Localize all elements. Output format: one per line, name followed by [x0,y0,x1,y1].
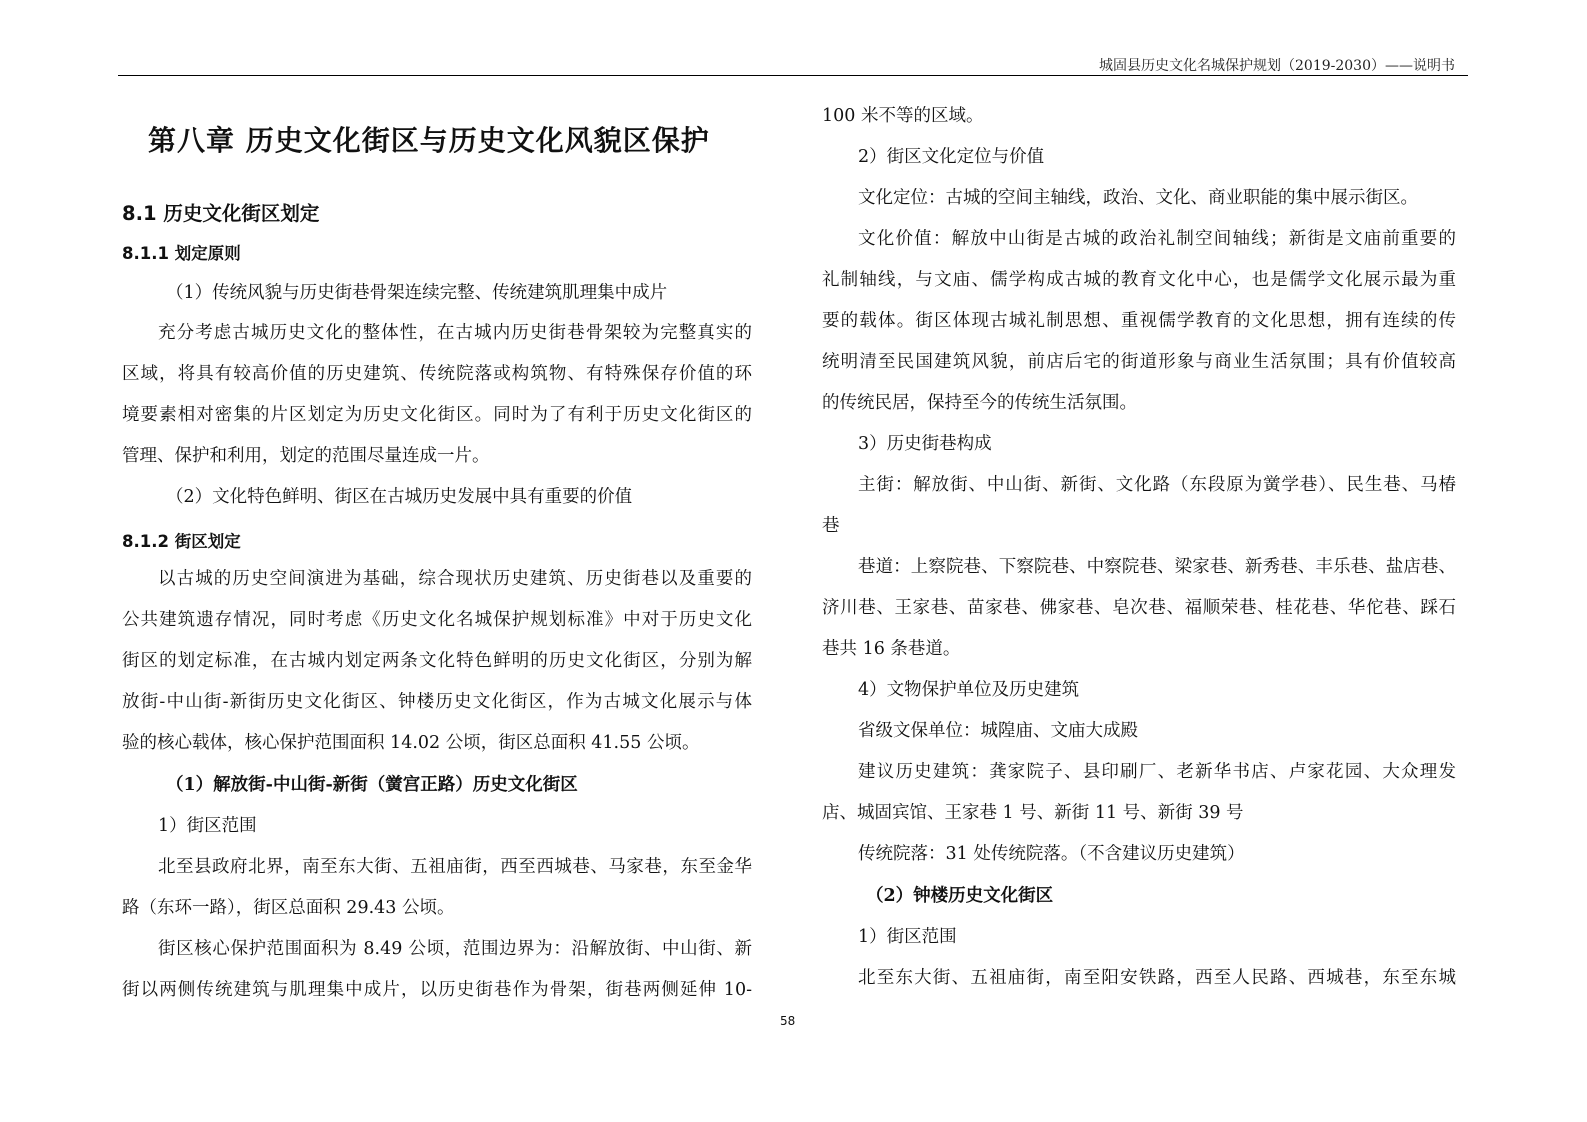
paragraph-line: 传统院落：31 处传统院落。（不含建议历史建筑） [858,844,1245,864]
paragraph-line: 省级文保单位：城隍庙、文庙大成殿 [858,721,1138,741]
paragraph-line: 街区核心保护范围面积为 8.49 公顷，范围边界为：沿解放街、中山街、新 [158,939,752,959]
district-1-title: （1）解放街-中山街-新街（黉宫正路）历史文化街区 [166,775,578,795]
streets-title: 3）历史街巷构成 [858,434,992,454]
paragraph-line: 济川巷、王家巷、苗家巷、佛家巷、皂次巷、福顺荣巷、桂花巷、华佗巷、踩石 [822,598,1456,618]
paragraph-line: 以古城的历史空间演进为基础，综合现状历史建筑、历史街巷以及重要的 [158,569,752,589]
paragraph-line: 巷 [822,516,840,536]
paragraph-line: 街以两侧传统建筑与肌理集中成片，以历史街巷作为骨架，街巷两侧延伸 10- [122,980,752,1000]
paragraph-line: 要的载体。街区体现古城礼制思想、重视儒学教育的文化思想，拥有连续的传 [822,311,1456,331]
page-header-title: 城固县历史文化名城保护规划（2019-2030）——说明书 [1099,58,1455,74]
district-2-title: （2）钟楼历史文化街区 [866,886,1054,906]
page-number: 58 [780,1014,796,1028]
relics-title: 4）文物保护单位及历史建筑 [858,680,1080,700]
header-rule [118,75,1468,76]
paragraph-line: 文化价值：解放中山街是古城的政治礼制空间轴线；新街是文庙前重要的 [858,229,1456,249]
district-2-range-title: 1）街区范围 [858,927,957,947]
paragraph-line: 充分考虑古城历史文化的整体性，在古城内历史街巷骨架较为完整真实的 [158,323,752,343]
chapter-title: 第八章 历史文化街区与历史文化风貌区保护 [148,124,710,157]
paragraph-line: 巷道：上察院巷、下察院巷、中察院巷、梁家巷、新秀巷、丰乐巷、盐店巷、 [858,557,1456,577]
paragraph-line: 建议历史建筑：龚家院子、县印刷厂、老新华书店、卢家花园、大众理发 [858,762,1456,782]
paragraph-line: 100 米不等的区域。 [822,106,984,126]
paragraph-line: 路（东环一路），街区总面积 29.43 公顷。 [122,898,455,918]
paragraph-line: 礼制轴线，与文庙、儒学构成古城的教育文化中心，也是儒学文化展示最为重 [822,270,1456,290]
principle-2: （2）文化特色鲜明、街区在古城历史发展中具有重要的价值 [166,487,633,507]
paragraph-line: 统明清至民国建筑风貌，前店后宅的街道形象与商业生活氛围；具有价值较高 [822,352,1456,372]
paragraph-line: 公共建筑遗存情况，同时考虑《历史文化名城保护规划标准》中对于历史文化 [122,610,752,630]
principle-1: （1）传统风貌与历史街巷骨架连续完整、传统建筑肌理集中成片 [166,283,668,303]
paragraph-line: 管理、保护和利用，划定的范围尽量连成一片。 [122,446,490,466]
paragraph-line: 街区的划定标准，在古城内划定两条文化特色鲜明的历史文化街区，分别为解 [122,651,752,671]
paragraph-line: 验的核心载体，核心保护范围面积 14.02 公顷，街区总面积 41.55 公顷。 [122,733,700,753]
paragraph-line: 巷共 16 条巷道。 [822,639,961,659]
positioning-title: 2）街区文化定位与价值 [858,147,1045,167]
paragraph-line: 境要素相对密集的片区划定为历史文化街区。同时为了有利于历史文化街区的 [122,405,752,425]
paragraph-line: 店、城固宾馆、王家巷 1 号、新街 11 号、新街 39 号 [822,803,1244,823]
district-1-range-title: 1）街区范围 [158,816,257,836]
paragraph-line: 北至东大街、五祖庙街，南至阳安铁路，西至人民路、西城巷，东至东城 [858,968,1456,988]
paragraph-line: 文化定位：古城的空间主轴线，政治、文化、商业职能的集中展示街区。 [858,188,1418,208]
paragraph-line: 的传统民居，保持至今的传统生活氛围。 [822,393,1137,413]
section-heading-8-1-1: 8.1.1 划定原则 [122,244,241,263]
paragraph-line: 区域，将具有较高价值的历史建筑、传统院落或构筑物、有特殊保存价值的环 [122,364,752,384]
paragraph-line: 主街：解放街、中山街、新街、文化路（东段原为黉学巷）、民生巷、马椿 [858,475,1456,495]
paragraph-line: 放街-中山街-新街历史文化街区、钟楼历史文化街区，作为古城文化展示与体 [122,692,752,712]
section-heading-8-1: 8.1 历史文化街区划定 [122,202,320,225]
section-heading-8-1-2: 8.1.2 街区划定 [122,532,241,551]
paragraph-line: 北至县政府北界，南至东大街、五祖庙街，西至西城巷、马家巷，东至金华 [158,857,752,877]
